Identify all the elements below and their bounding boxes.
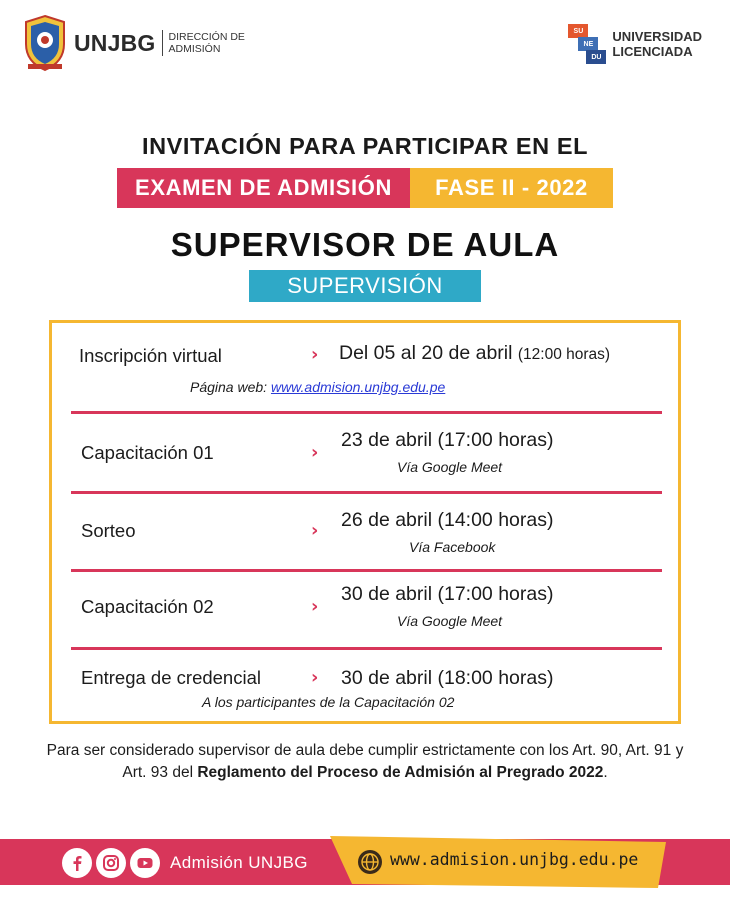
registration-website xyxy=(190,379,445,395)
unjbg-logo xyxy=(22,14,245,72)
row-divider xyxy=(71,491,662,494)
schedule-value-draw: 26 de abril (14:00 horas) xyxy=(341,509,554,531)
area-badge: SUPERVISIÓN xyxy=(249,270,481,302)
footer-website[interactable]: www.admision.unjbg.edu.pe xyxy=(390,850,639,869)
chevron-right-icon: › xyxy=(311,667,319,688)
row-divider xyxy=(71,411,662,414)
youtube-icon[interactable] xyxy=(130,848,160,878)
admission-direction-label xyxy=(169,31,245,55)
note-regulation: Reglamento del Proceso de Admisión al Pregrado 2022 xyxy=(197,764,604,781)
draw-channel: Vía Facebook xyxy=(409,539,496,555)
exam-phase: FASE II - 2022 xyxy=(410,168,613,208)
schedule-label-training-2: Capacitación 02 xyxy=(81,596,214,617)
logo-divider xyxy=(162,30,163,56)
globe-icon xyxy=(357,849,383,875)
exam-banner xyxy=(117,168,613,208)
schedule-label-draw: Sorteo xyxy=(81,520,136,541)
requirements-note xyxy=(40,740,690,784)
note-end: . xyxy=(603,764,608,781)
schedule-value-registration xyxy=(339,342,610,365)
training-1-channel: Vía Google Meet xyxy=(397,459,503,475)
row-divider xyxy=(71,647,662,650)
licensed-line-1: UNIVERSIDAD xyxy=(612,29,702,44)
training-2-channel: Vía Google Meet xyxy=(397,613,503,629)
registration-time: (12:00 horas) xyxy=(517,346,611,363)
website-prefix: Página web: xyxy=(190,379,271,395)
registration-dates: Del 05 al 20 de abril xyxy=(339,342,513,364)
unjbg-wordmark: UNJBG xyxy=(74,29,156,56)
social-links xyxy=(62,848,308,878)
website-link[interactable]: www.admision.unjbg.edu.pe xyxy=(270,379,446,395)
row-divider xyxy=(71,569,662,572)
schedule-label-training-1: Capacitación 01 xyxy=(81,442,214,463)
sunedu-icon xyxy=(568,24,606,64)
invitation-heading: INVITACIÓN PARA PARTICIPAR EN EL xyxy=(141,133,589,159)
schedule-label-registration: Inscripción virtual xyxy=(79,345,222,366)
sunedu-du: DU xyxy=(586,50,606,64)
chevron-right-icon: › xyxy=(311,442,319,463)
licensed-university-label xyxy=(612,29,702,59)
university-seal-icon xyxy=(22,14,68,72)
social-account-name: Admisión UNJBG xyxy=(170,853,308,872)
schedule-value-training-1: 23 de abril (17:00 horas) xyxy=(341,429,554,451)
schedule-label-credential: Entrega de credencial xyxy=(81,667,261,688)
note-text: Para ser considerado supervisor de aula debe cumplir estrictamente con los Art. 90, Art. 91 y Art. 93 del xyxy=(46,742,684,781)
chevron-right-icon: › xyxy=(311,344,319,365)
sunedu-logo xyxy=(568,24,702,64)
direction-line-2: ADMISIÓN xyxy=(168,43,221,55)
chevron-right-icon: › xyxy=(311,596,319,617)
schedule-value-training-2: 30 de abril (17:00 horas) xyxy=(341,583,554,605)
schedule-box xyxy=(49,320,681,724)
facebook-icon[interactable] xyxy=(62,848,92,878)
schedule-value-credential: 30 de abril (18:00 horas) xyxy=(341,667,554,689)
sunedu-su: SU xyxy=(568,24,588,38)
credential-note: A los participantes de la Capacitación 02 xyxy=(202,694,455,710)
role-title: SUPERVISOR DE AULA xyxy=(170,226,560,263)
direction-line-1: DIRECCIÓN DE xyxy=(168,31,245,43)
instagram-icon[interactable] xyxy=(96,848,126,878)
sunedu-ne: NE xyxy=(578,37,598,51)
chevron-right-icon: › xyxy=(311,520,319,541)
licensed-line-2: LICENCIADA xyxy=(612,44,693,59)
exam-title: EXAMEN DE ADMISIÓN xyxy=(117,168,410,208)
